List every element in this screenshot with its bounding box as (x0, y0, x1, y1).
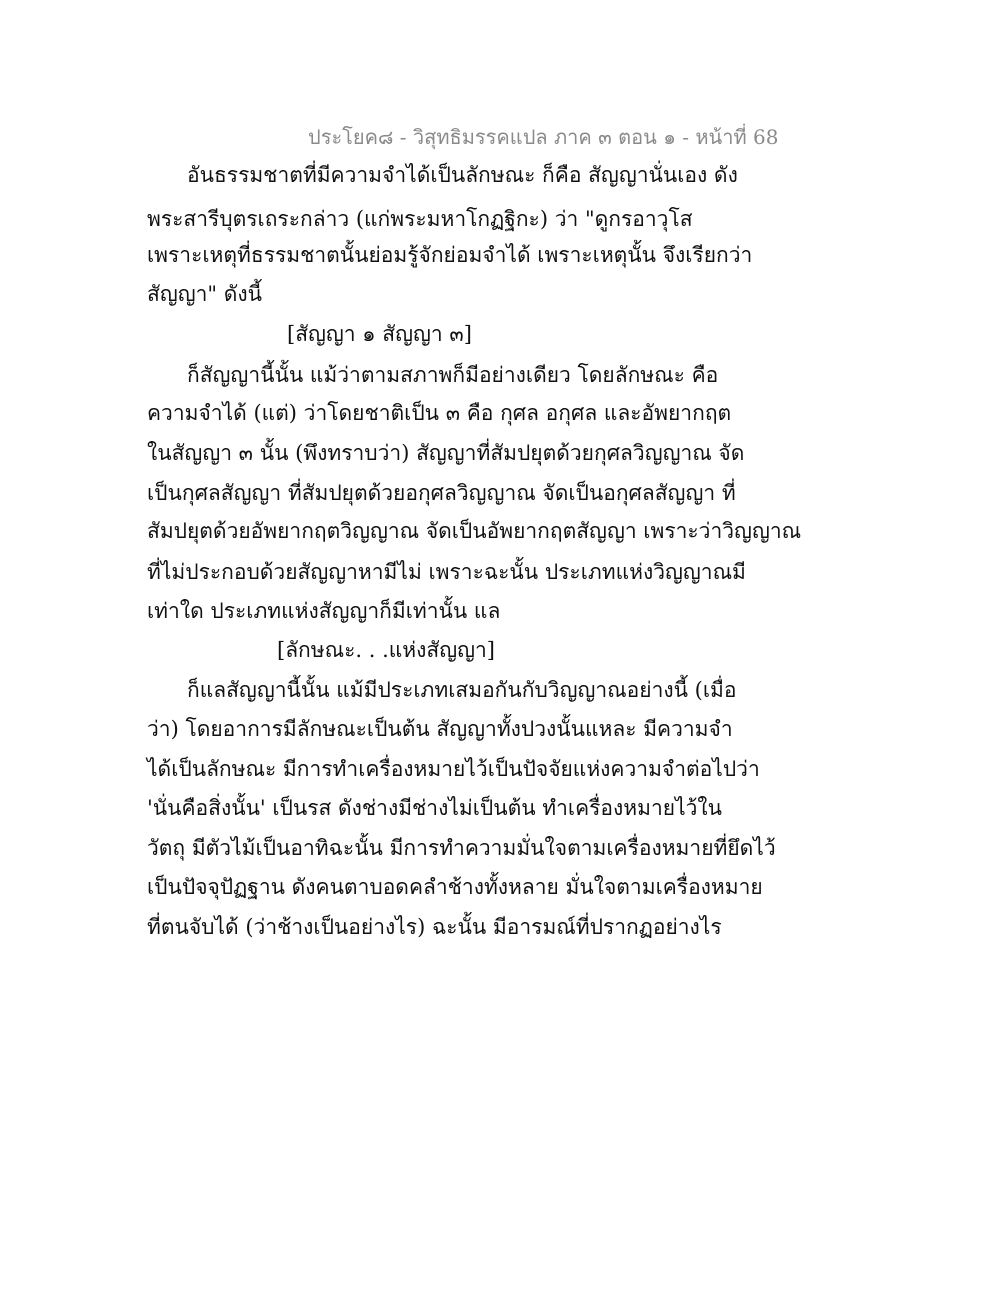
text-line: ได้เป็นลักษณะ มีการทำเครื่องหมายไว้เป็นปัจจัยแห่งความจำต่อไปว่า (147, 757, 760, 781)
text-line: เพราะเหตุที่ธรรมชาตนั้นย่อมรู้จักย่อมจำได้ เพราะเหตุนั้น จึงเรียกว่า (147, 243, 753, 267)
text-line: ความจำได้ (แต่) ว่าโดยชาติเป็น ๓ คือ กุศล อกุศล และอัพยากฤต (147, 401, 732, 425)
text-line: 'นั่นคือสิ่งนั้น' เป็นรส ดังช่างมีช่างไม่เป็นต้น ทำเครื่องหมายไว้ใน (147, 796, 723, 820)
text-line: เท่าใด ประเภทแห่งสัญญาก็มีเท่านั้น แล (147, 599, 501, 623)
text-line: ว่า) โดยอาการมีลักษณะเป็นต้น สัญญาทั้งปวงนั้นแหละ มีความจำ (147, 717, 733, 741)
text-line: เป็นกุศลสัญญา ที่สัมปยุตด้วยอกุศลวิญญาณ จัดเป็นอกุศลสัญญา ที่ (147, 481, 736, 505)
section-heading: [ลักษณะ. . .แห่งสัญญา] (277, 638, 495, 662)
text-line: ก็สัญญานี้นั้น แม้ว่าตามสภาพก็มีอย่างเดียว โดยลักษณะ คือ (187, 363, 719, 387)
text-line: สัมปยุตด้วยอัพยากฤตวิญญาณ จัดเป็นอัพยากฤตสัญญา เพราะว่าวิญญาณ (147, 519, 802, 543)
page-header: ประโยค๘ - วิสุทธิมรรคแปล ภาค ๓ ตอน ๑ - หน้าที่ 68 (308, 125, 779, 149)
text-line: สัญญา" ดังนี้ (147, 282, 262, 306)
section-heading: [สัญญา ๑ สัญญา ๓] (287, 322, 472, 346)
text-line: ที่ตนจับได้ (ว่าช้างเป็นอย่างไร) ฉะนั้น มีอารมณ์ที่ปรากฏอย่างไร (147, 915, 722, 939)
text-line: ที่ไม่ประกอบด้วยสัญญาหามีไม่ เพราะฉะนั้น ประเภทแห่งวิญญาณมี (147, 560, 746, 584)
text-line: อันธรรมชาตที่มีความจำได้เป็นลักษณะ ก็คือ สัญญานั่นเอง ดัง (187, 163, 738, 187)
text-line: ก็แลสัญญานี้นั้น แม้มีประเภทเสมอกันกับวิญญาณอย่างนี้ (เมื่อ (187, 678, 737, 702)
text-line: ในสัญญา ๓ นั้น (พึงทราบว่า) สัญญาที่สัมปยุตด้วยกุศลวิญญาณ จัด (147, 441, 745, 465)
text-line: เป็นปัจจุปัฏฐาน ดังคนตาบอดคลำช้างทั้งหลาย มั่นใจตามเครื่องหมาย (147, 875, 763, 899)
text-line: วัตถุ มีตัวไม้เป็นอาทิฉะนั้น มีการทำความมั่นใจตามเครื่องหมายที่ยึดไว้ (147, 836, 776, 860)
text-line: พระสารีบุตรเถระกล่าว (แก่พระมหาโกฏฐิกะ) ว่า "ดูกรอาวุโส (147, 207, 693, 231)
